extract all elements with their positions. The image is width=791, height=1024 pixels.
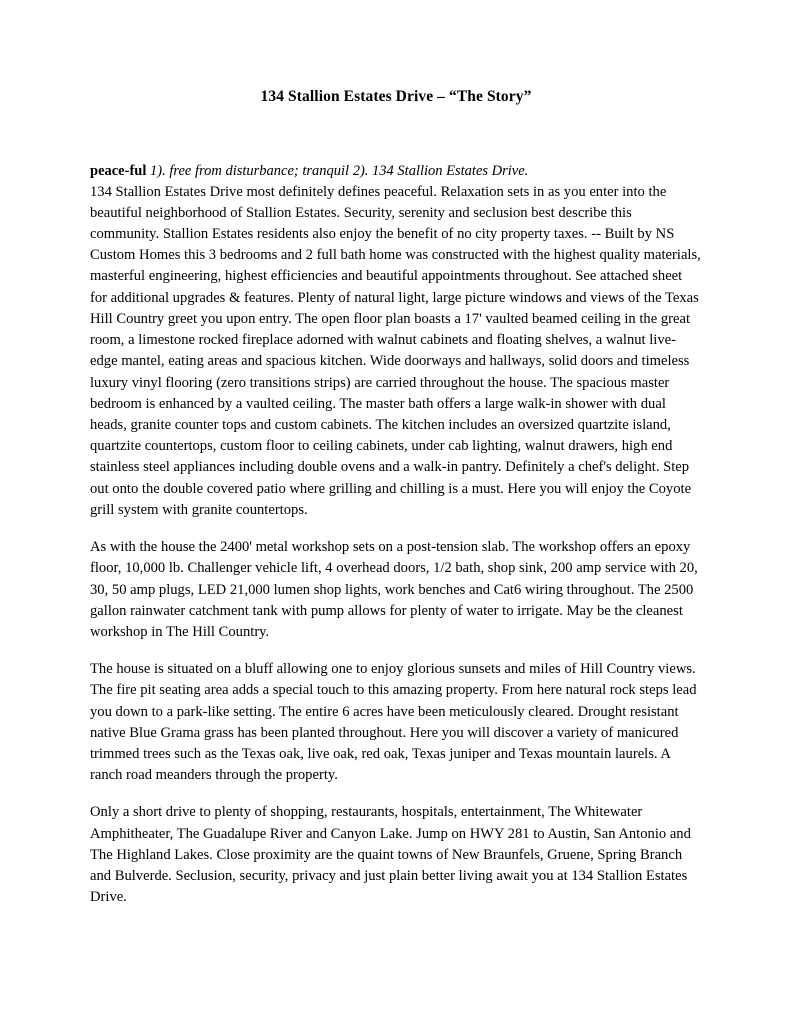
paragraph-4: Only a short drive to plenty of shopping, restaurants, hospitals, entertainment, The Whitewater Amphitheater, The Guadalupe River and Canyon Lake. Jump on HWY 281 to Austin, San Antonio and The Highland Lakes. Close proximity are the quaint towns of New Braunfels, Gruene, Spring Branch and Bulverde. Seclusion, security, privacy and just plain better living await you at 134 Stallion Estates Drive. <box>90 804 691 906</box>
paragraph-1: 134 Stallion Estates Drive most definitely defines peaceful. Relaxation sets in as you enter into the beautiful neighborhood of Stallion Estates. Security, serenity and seclusion best describe this community. Stallion Estates residents also enjoy the benefit of no city property taxes. -- Built by NS Custom Homes this 3 bedrooms and 2 full bath home was constructed with the highest quality materials, masterful engineering, highest efficiencies and beautiful appointments throughout. See attached sheet for additional upgrades & features. Plenty of natural light, large picture windows and views of the Texas Hill Country greet you upon entry. The open floor plan boasts a 17' vaulted beamed ceiling in the great room, a limestone rocked fireplace adorned with walnut cabinets and floating shelves, a walnut live-edge mantel, eating areas and spacious kitchen. Wide doorways and hallways, solid doors and timeless luxury vinyl flooring (zero transitions strips) are carried throughout the house. The spacious master bedroom is enhanced by a vaulted ceiling. The master bath offers a large walk-in shower with dual heads, granite counter tops and custom cabinets. The kitchen includes an oversized quartzite island, quartzite countertops, custom floor to ceiling cabinets, under cab lighting, walnut drawers, high end stainless steel appliances including double ovens and a walk-in pantry. Definitely a chef's delight. Step out onto the double covered patio where grilling and chilling is a must. Here you will enjoy the Coyote grill system with granite countertops. <box>90 183 701 518</box>
definition-line <box>90 161 702 182</box>
paragraph-3: The house is situated on a bluff allowing one to enjoy glorious sunsets and miles of Hill Country views. The fire pit seating area adds a special touch to this amazing property. From here natural rock steps lead you down to a park-like setting. The entire 6 acres have been meticulously cleared. Drought resistant native Blue Grama grass has been planted throughout. Here you will discover a variety of manicured trimmed trees such as the Texas oak, live oak, red oak, Texas juniper and Texas mountain laurels. A ranch road meanders through the property. <box>90 661 697 784</box>
paragraph-2: As with the house the 2400' metal workshop sets on a post-tension slab. The workshop offers an epoxy floor, 10,000 lb. Challenger vehicle lift, 4 overhead doors, 1/2 bath, shop sink, 200 amp service with 20, 30, 50 amp plugs, LED 21,000 lumen shop lights, work benches and Cat6 wiring throughout. The 2500 gallon rainwater catchment tank with pump allows for plenty of water to irrigate. May be the cleanest workshop in The Hill Country. <box>90 539 698 640</box>
page-title: 134 Stallion Estates Drive – “The Story” <box>260 88 532 105</box>
definition-gloss: 1). free from disturbance; tranquil 2). 134 Stallion Estates Drive. <box>150 163 529 179</box>
definition-term: peace-ful <box>90 163 147 179</box>
document-body <box>90 0 702 909</box>
